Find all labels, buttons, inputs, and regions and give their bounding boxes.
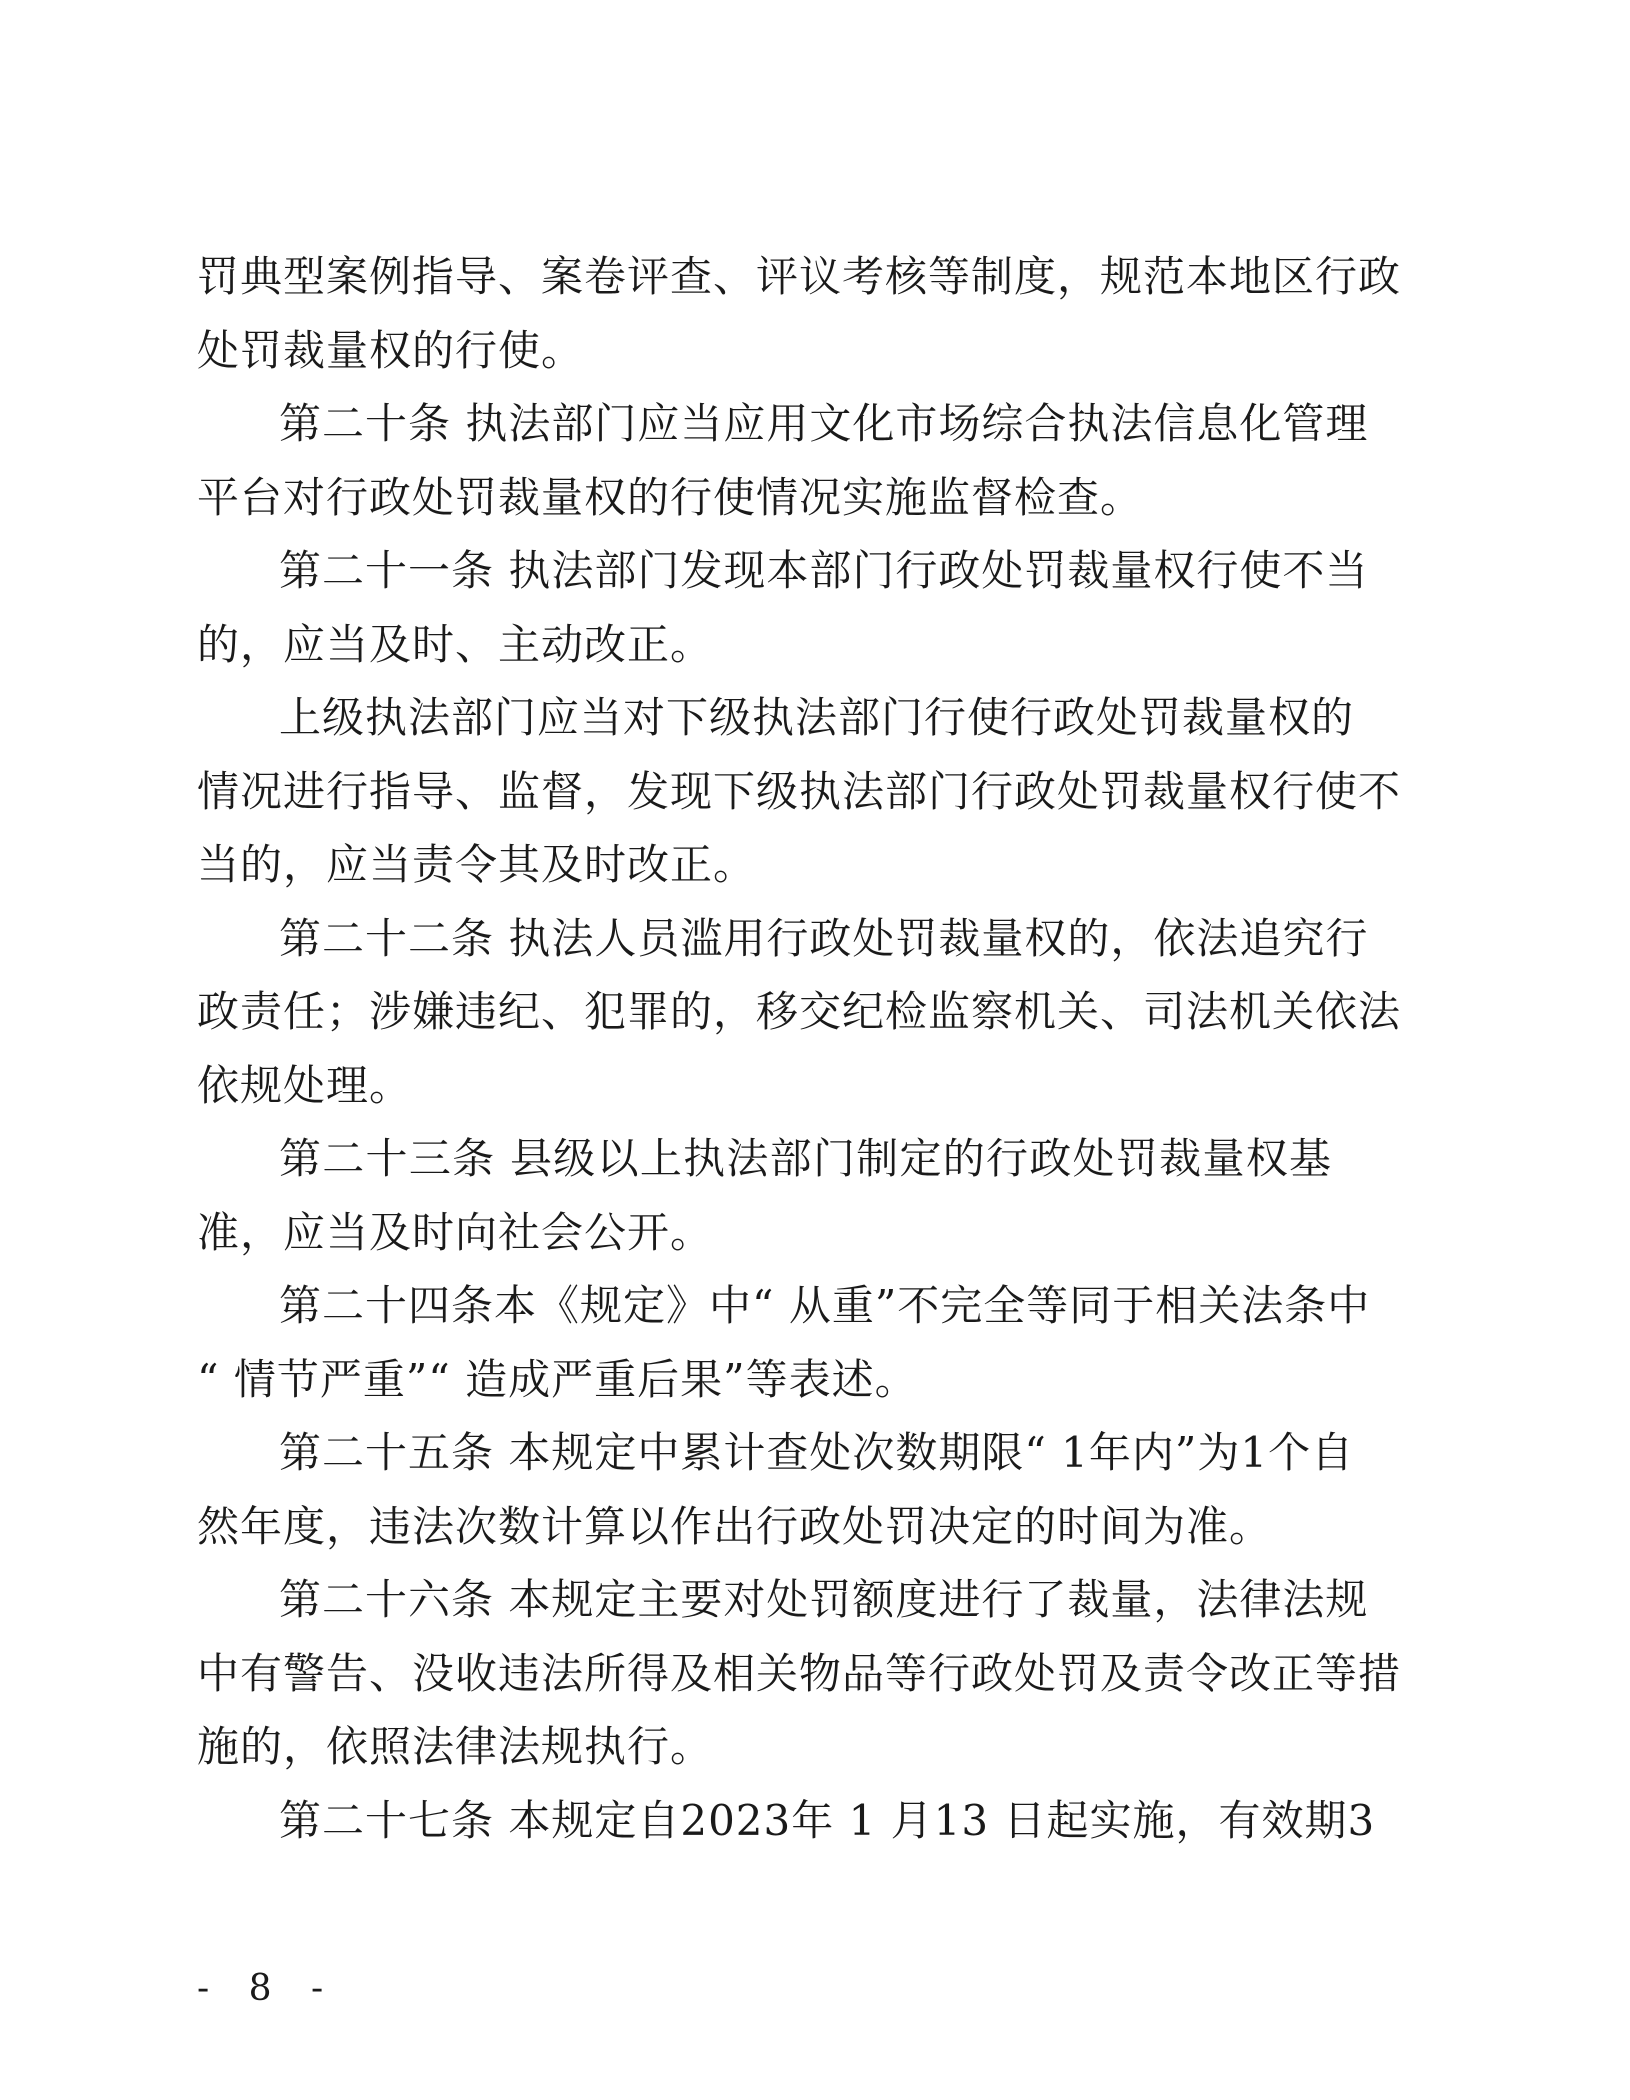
article-27-line-1: 第二十七条 本规定自2023年 1 月13 日起实施，有效期3 bbox=[279, 1795, 1376, 1845]
article-22-line-2: 政责任；涉嫌违纪、犯罪的，移交纪检监察机关、司法机关依法 bbox=[197, 987, 1402, 1036]
article-23-line-2: 准，应当及时向社会公开。 bbox=[197, 1207, 714, 1257]
article-21-para-2-line-1: 上级执法部门应当对下级执法部门行使行政处罚裁量权的 bbox=[279, 693, 1355, 742]
page-number: - 8 - bbox=[197, 1968, 338, 2009]
article-23-line-1: 第二十三条 县级以上执法部门制定的行政处罚裁量权基 bbox=[279, 1134, 1332, 1183]
text-line-2: 处罚裁量权的行使。 bbox=[197, 325, 585, 375]
article-21-line-2: 的，应当及时、主动改正。 bbox=[197, 619, 714, 669]
article-24-line-1: 第二十四条本《规定》中“ 从重”不完全等同于相关法条中 bbox=[279, 1281, 1371, 1330]
article-22-line-3: 依规处理。 bbox=[197, 1060, 413, 1110]
document-body bbox=[197, 240, 1402, 1857]
article-20-line-2: 平台对行政处罚裁量权的行使情况实施监督检查。 bbox=[197, 472, 1144, 522]
article-21-line-1: 第二十一条 执法部门发现本部门行政处罚裁量权行使不当 bbox=[279, 546, 1369, 595]
article-24-line-2: “ 情节严重”“ 造成严重后果”等表述。 bbox=[197, 1354, 918, 1404]
article-21-para-2-line-2: 情况进行指导、监督，发现下级执法部门行政处罚裁量权行使不 bbox=[197, 766, 1402, 816]
article-21-para-2-line-3: 当的，应当责令其及时改正。 bbox=[197, 840, 757, 889]
article-20-line-1: 第二十条 执法部门应当应用文化市场综合执法信息化管理 bbox=[279, 399, 1369, 448]
article-25-line-1: 第二十五条 本规定中累计查处次数期限“ 1年内”为1个自 bbox=[279, 1428, 1355, 1477]
article-22-line-1: 第二十二条 执法人员滥用行政处罚裁量权的，依法追究行 bbox=[279, 913, 1369, 963]
article-26-line-2: 中有警告、没收违法所得及相关物品等行政处罚及责令改正等措 bbox=[197, 1648, 1402, 1698]
text-line-1: 罚典型案例指导、案卷评查、评议考核等制度，规范本地区行政 bbox=[197, 252, 1402, 301]
article-26-line-3: 施的，依照法律法规执行。 bbox=[197, 1722, 714, 1771]
article-26-line-1: 第二十六条 本规定主要对处罚额度进行了裁量，法律法规 bbox=[279, 1575, 1369, 1624]
article-25-line-2: 然年度，违法次数计算以作出行政处罚决定的时间为准。 bbox=[197, 1501, 1273, 1551]
